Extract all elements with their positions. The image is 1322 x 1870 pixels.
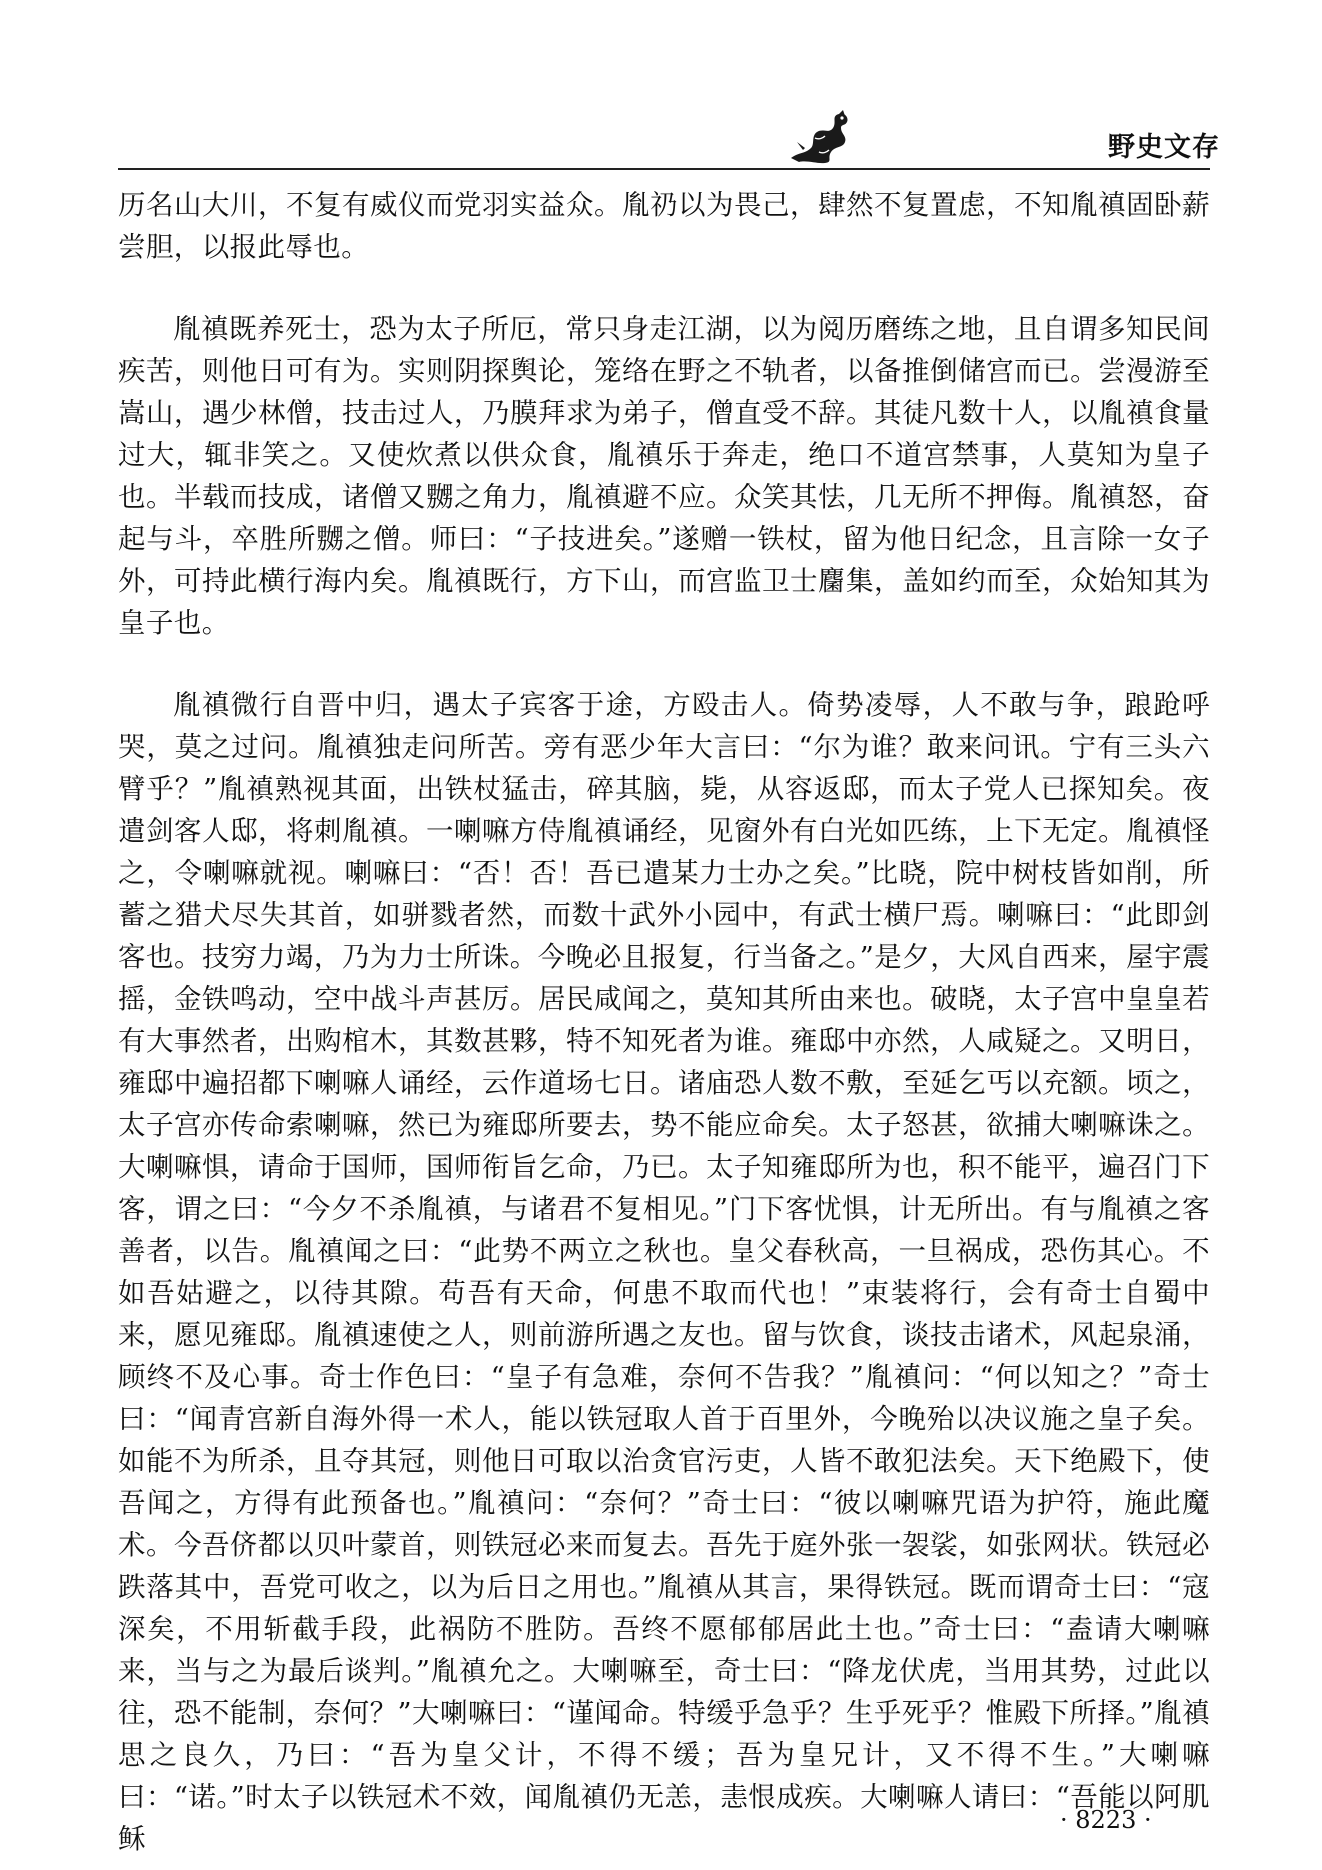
series-title: 野史文存 <box>1108 132 1220 163</box>
page-number: · 8223 · <box>1060 1806 1152 1834</box>
page-header <box>0 0 1322 175</box>
dragon-emblem-icon <box>785 108 855 166</box>
paragraph-continued: 历名山大川，不复有威仪而党羽实益众。胤礽以为畏己，肆然不复置虑，不知胤禛固卧薪尝胆，以报此辱也。 <box>118 189 1210 263</box>
page-body <box>118 184 1210 1860</box>
paragraph-shaolin: 胤禛既养死士，恐为太子所厄，常只身走江湖，以为阅历磨练之地，且自谓多知民间疾苦，则他日可有为。实则阴探舆论，笼络在野之不轨者，以备推倒储宫而已。尝漫游至嵩山，遇少林僧，技击过人，乃膜拜求为弟子，僧直受不辞。其徒凡数十人，以胤禛食量过大，辄非笑之。又使炊煮以供众食，胤禛乐于奔走，绝口不道宫禁事，人莫知为皇子也。半载而技成，诸僧又嬲之角力，胤禛避不应。众笑其怯，几无所不押侮。胤禛怒，奋起与斗，卒胜所嬲之僧。师曰：“子技进矣。”遂赠一铁杖，留为他日纪念，且言除一女子外，可持此横行海内矣。胤禛既行，方下山，而宫监卫士麕集，盖如约而至，众始知其为皇子也。 <box>118 313 1210 639</box>
header-divider <box>118 168 1210 170</box>
paragraph-iron-crown: 胤禛微行自晋中归，遇太子宾客于途，方殴击人。倚势凌辱，人不敢与争，踉跄呼哭，莫之过问。胤禛独走问所苦。旁有恶少年大言曰：“尔为谁？敢来问讯。宁有三头六臂乎？”胤禛熟视其面，出铁杖猛击，碎其脑，毙，从容返邸，而太子党人已探知矣。夜遣剑客人邸，将刺胤禛。一喇嘛方侍胤禛诵经，见窗外有白光如匹练，上下无定。胤禛怪之，令喇嘛就视。喇嘛曰：“否！否！吾已遣某力士办之矣。”比晓，院中树枝皆如削，所蓄之猎犬尽失其首，如骈戮者然，而数十武外小园中，有武士横尸焉。喇嘛曰：“此即剑客也。技穷力竭，乃为力士所诛。今晚必且报复，行当备之。”是夕，大风自西来，屋宇震摇，金铁鸣动，空中战斗声甚厉。居民咸闻之，莫知其所由来也。破晓，太子宫中皇皇若有大事然者，出购棺木，其数甚夥，特不知死者为谁。雍邸中亦然，人咸疑之。又明日，雍邸中遍招都下喇嘛人诵经，云作道场七日。诸庙恐人数不敷，至延乞丐以充额。顷之，太子宫亦传命索喇嘛，然已为雍邸所要去，势不能应命矣。太子怒甚，欲捕大喇嘛诛之。大喇嘛惧，请命于国师，国师衔旨乞命，乃已。太子知雍邸所为也，积不能平，遍召门下客，谓之曰：“今夕不杀胤禛，与诸君不复相见。”门下客忧惧，计无所出。有与胤禛之客善者，以告。胤禛闻之曰：“此势不两立之秋也。皇父春秋高，一旦祸成，恐伤其心。不如吾姑避之，以待其隙。苟吾有天命，何患不取而代也！”束装将行，会有奇士自蜀中来，愿见雍邸。胤禛速使之人，则前游所遇之友也。留与饮食，谈技击诸术，风起泉涌，顾终不及心事。奇士作色曰：“皇子有急难，奈何不告我？”胤禛问：“何以知之？”奇士曰：“闻青宫新自海外得一术人，能以铁冠取人首于百里外，今晚殆以决议施之皇子矣。如能不为所杀，且夺其冠，则他日可取以治贪官污吏，人皆不敢犯法矣。天下绝殿下，使吾闻之，方得有此预备也。”胤禛问：“奈何？”奇士曰：“彼以喇嘛咒语为护符，施此魔术。今吾侪都以贝叶蒙首，则铁冠必来而复去。吾先于庭外张一袈裟，如张网状。铁冠必跌落其中，吾党可收之，以为后日之用也。”胤禛从其言，果得铁冠。既而谓奇士曰：“寇深矣，不用斩截手段，此祸防不胜防。吾终不愿郁郁居此土也。”奇士曰：“盍请大喇嘛来，当与之为最后谈判。”胤禛允之。大喇嘛至，奇士曰：“降龙伏虎，当用其势，过此以往，恐不能制，奈何？”大喇嘛曰：“谨闻命。特缓乎急乎？生乎死乎？惟殿下所择。”胤禛思之良久，乃曰：“吾为皇父计，不得不缓；吾为皇兄计，又不得不生。”大喇嘛曰：“诺。”时太子以铁冠术不效，闻胤禛仍无恙，恚恨成疾。大喇嘛人请曰：“吾能以阿肌稣 <box>118 689 1210 1855</box>
